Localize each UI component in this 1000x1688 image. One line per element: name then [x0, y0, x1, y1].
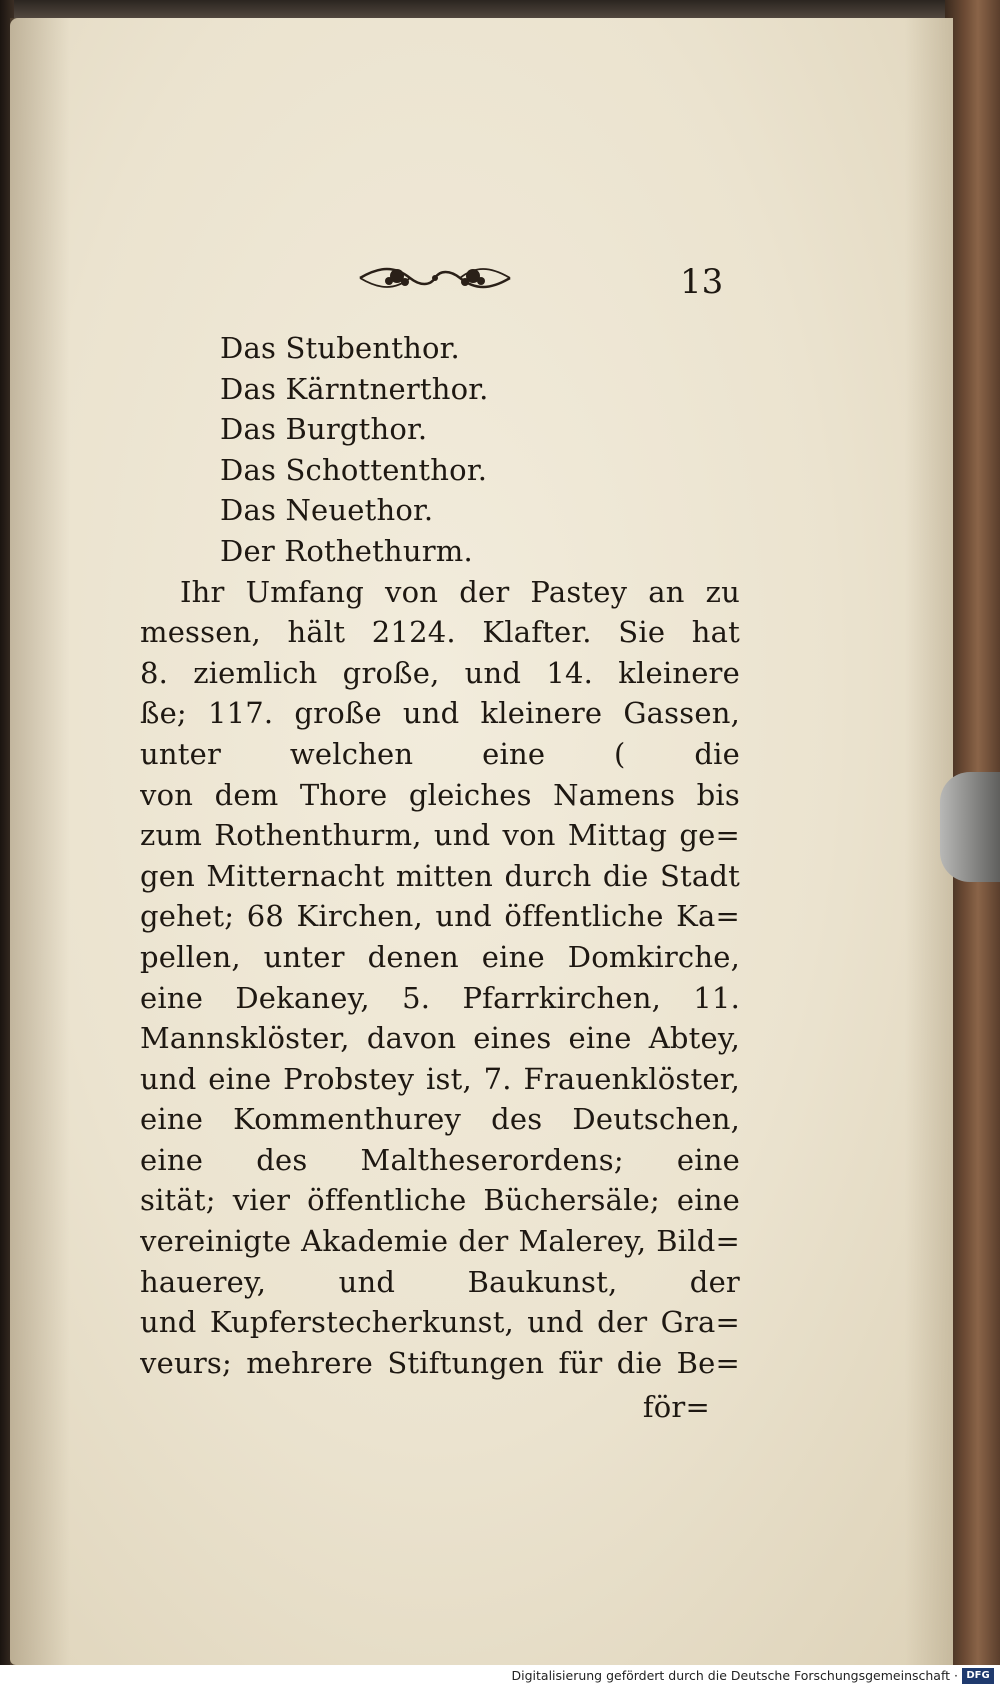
- digitization-footer: [0, 1665, 1000, 1688]
- text-line: 8. ziemlich große, und 14. kleinere: [140, 655, 740, 690]
- text-line: pellen, unter denen eine Domkirche,: [140, 939, 740, 974]
- text-line: Das Kärntnerthor.: [220, 371, 489, 406]
- text-line: unter welchen eine ( die: [140, 736, 740, 771]
- text-line: veurs; mehrere Stiftungen für die Be=: [140, 1345, 740, 1380]
- text-line: Der Rothethurm.: [220, 533, 473, 568]
- text-line: Das Stubenthor.: [220, 331, 460, 365]
- text-line: Das Burgthor.: [220, 412, 428, 447]
- text-line: sität; vier öffentliche Büchersäle; eine: [140, 1183, 740, 1218]
- text-line: gehet; 68 Kirchen, und öffentliche Ka=: [140, 899, 740, 934]
- text-line: Ihr Umfang von der Pastey an zu: [180, 574, 740, 609]
- text-line: gen Mitternacht mitten durch die Stadt: [140, 858, 740, 893]
- page-number: 13: [680, 262, 724, 302]
- text-line: und eine Probstey ist, 7. Frauenklöster,: [140, 1061, 740, 1096]
- text-line: ße; 117. große und kleinere Gassen,: [140, 696, 740, 731]
- funding-credit: Digitalisierung gefördert durch die Deutsche Forschungsgemeinschaft ·: [511, 1668, 958, 1683]
- text-line: eine des Maltheserordens; eine: [140, 1142, 740, 1177]
- text-line: eine Dekaney, 5. Pfarrkirchen, 11.: [140, 980, 740, 1015]
- text-line: Das Neuethor.: [220, 493, 434, 528]
- text-line: von dem Thore gleiches Namens bis: [140, 777, 740, 812]
- floral-vignette-ornament: [355, 258, 515, 298]
- page-holder-clip: [940, 772, 1000, 882]
- text-line: zum Rothenthurm, und von Mittag ge=: [140, 818, 740, 853]
- text-line: vereinigte Akademie der Malerey, Bild=: [140, 1224, 740, 1259]
- catchword: för=: [642, 1390, 710, 1425]
- text-line: Mannsklöster, davon eines eine Abtey,: [140, 1021, 740, 1056]
- gutter-shadow: [10, 18, 70, 1665]
- text-line: Das Schottenthor.: [220, 452, 488, 487]
- text-line: eine Kommenthurey des Deutschen,: [140, 1102, 740, 1137]
- page-body-text: [140, 328, 740, 1428]
- text-line: und Kupferstecherkunst, und der Gra=: [140, 1305, 740, 1340]
- text-line: hauerey, und Baukunst, der: [140, 1264, 740, 1299]
- dfg-logo: DFG: [962, 1668, 994, 1684]
- text-line: messen, hält 2124. Klafter. Sie hat: [140, 615, 740, 650]
